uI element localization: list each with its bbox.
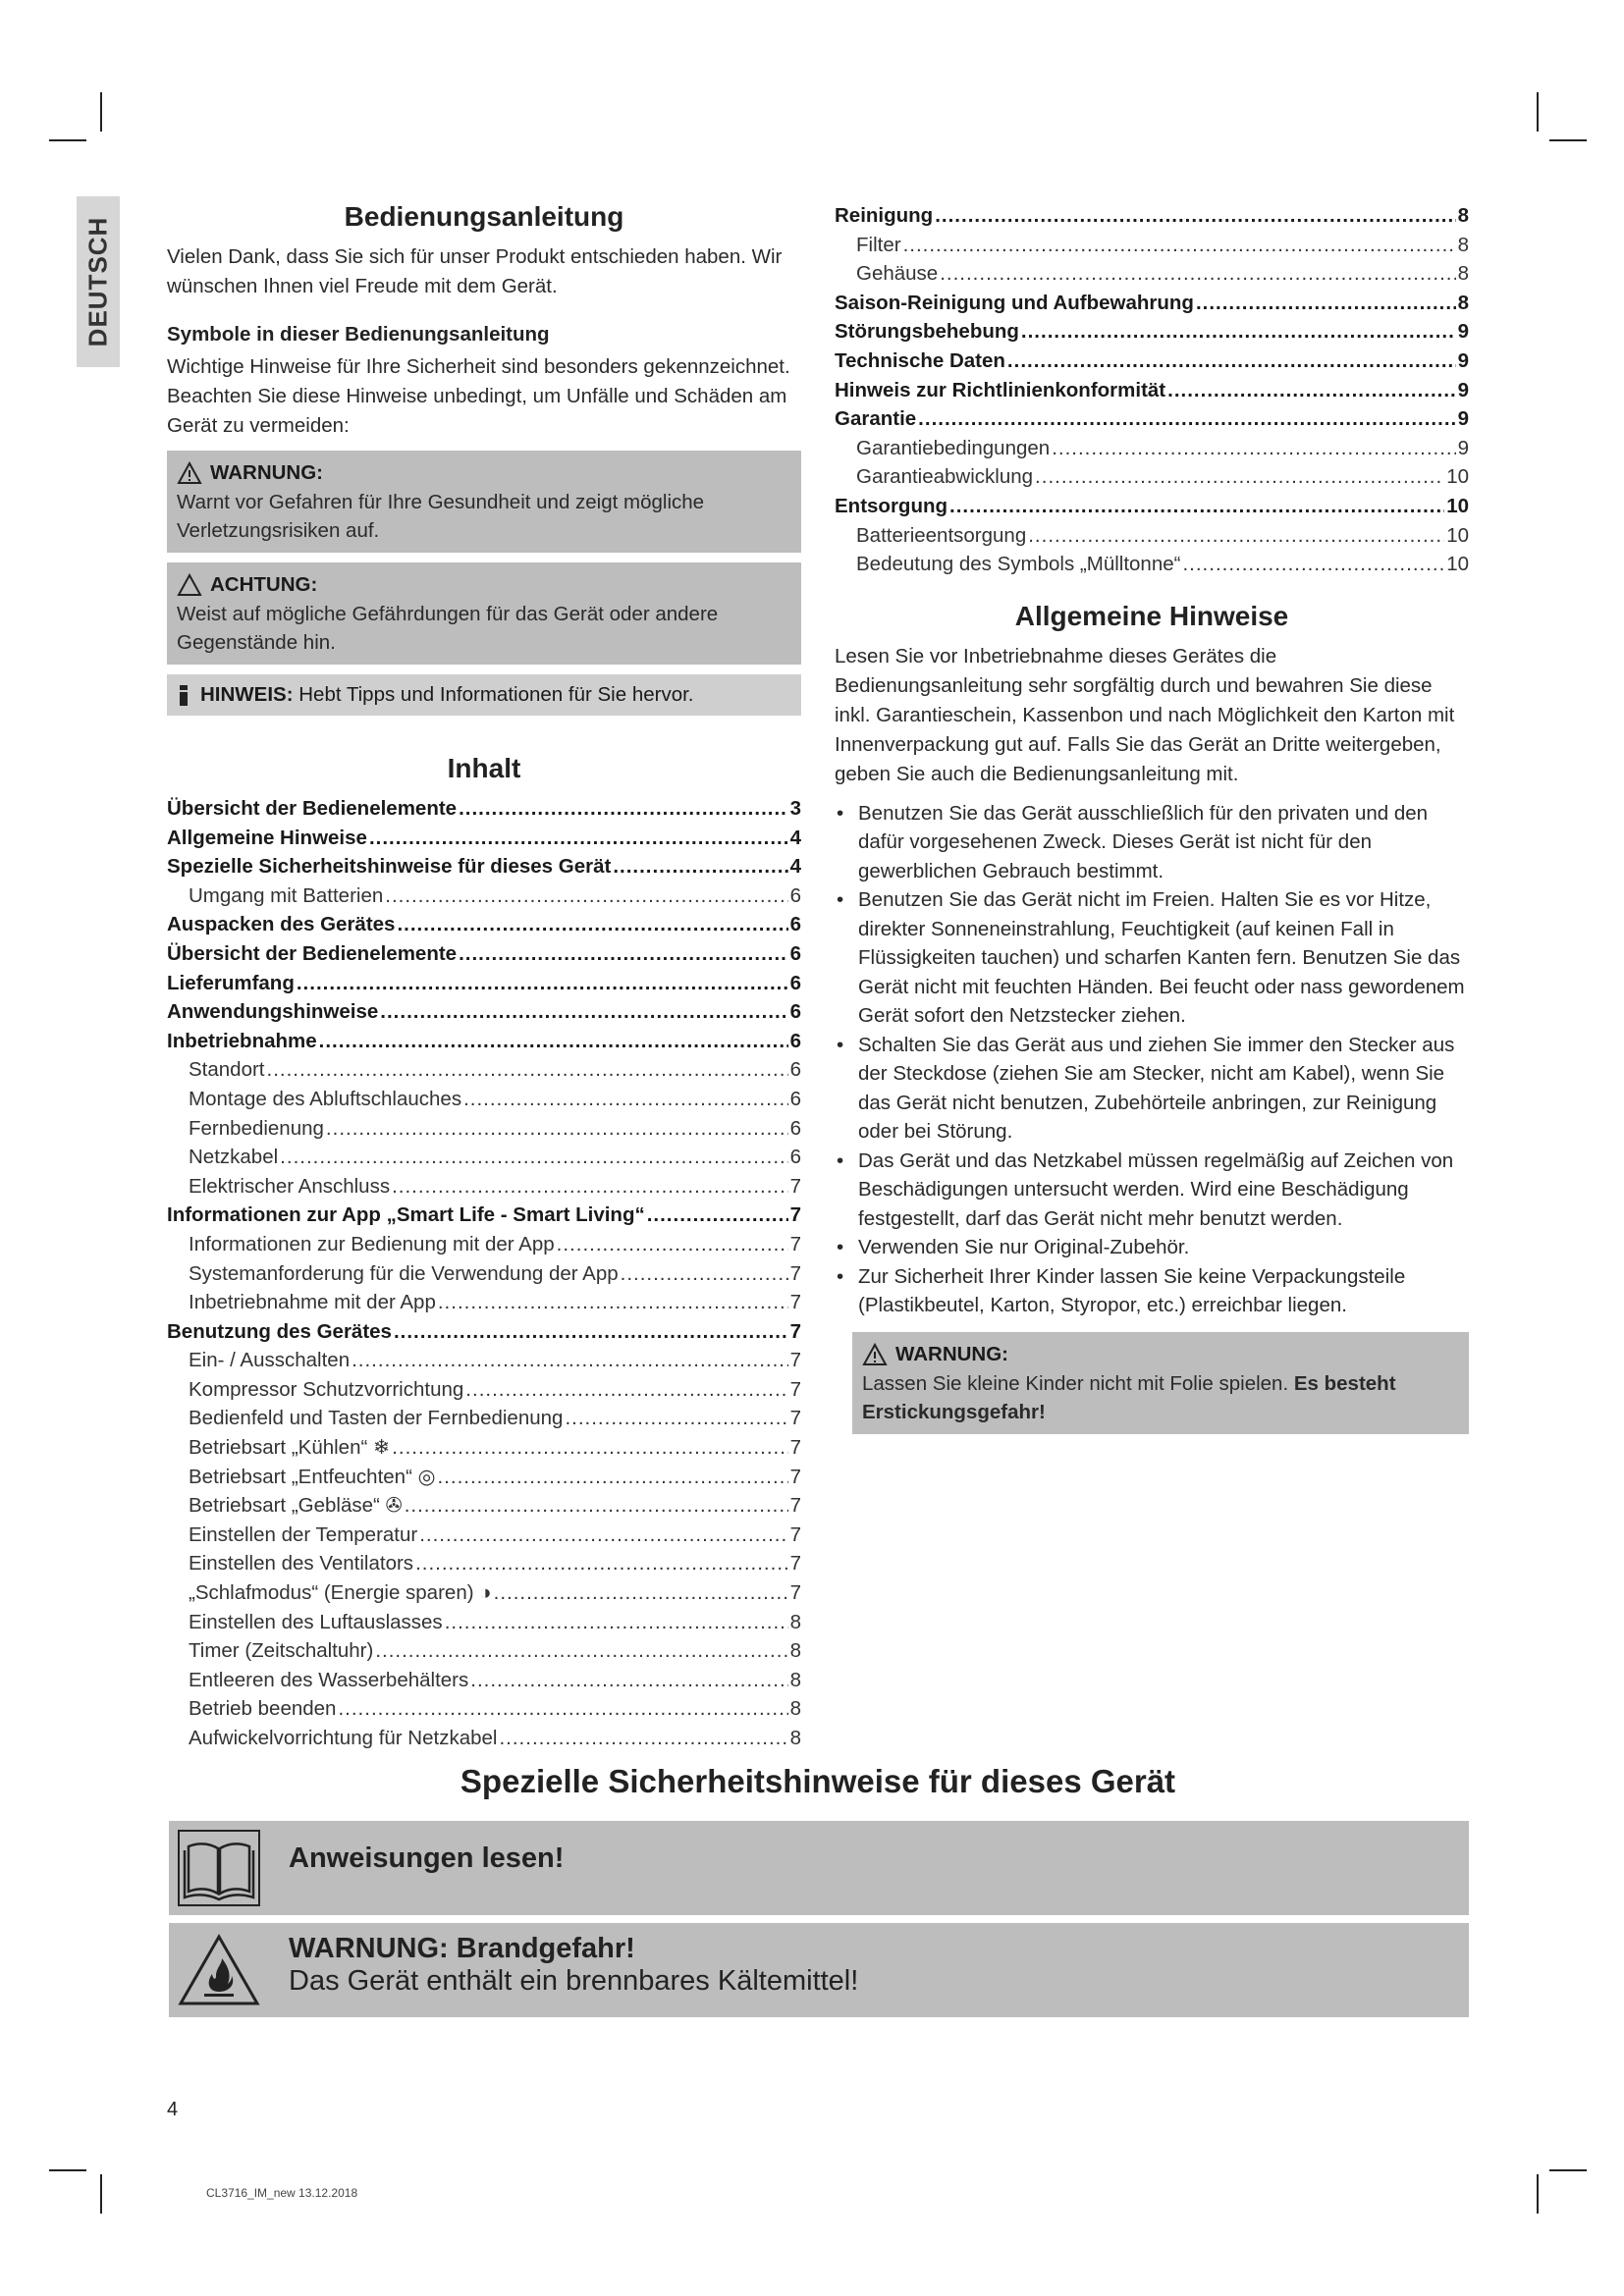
crop-mark <box>1537 92 1539 132</box>
toc-entry-page: 6 <box>789 971 801 994</box>
toc-entry <box>167 1724 801 1753</box>
toc-entry-title: Anwendungshinweise <box>167 1000 379 1024</box>
toc-leader-dots <box>415 1549 788 1578</box>
toc-entry-title: Übersicht der Bedienelemente <box>167 941 458 965</box>
toc-entry-title: Entsorgung <box>835 494 948 517</box>
toc-entry-page: 10 <box>1446 494 1469 517</box>
toc-leader-dots <box>557 1230 788 1259</box>
toc-entry <box>835 231 1469 260</box>
toc-leader-dots <box>1007 347 1456 376</box>
toc-leader-dots <box>613 852 787 881</box>
toc-entry-page: 8 <box>789 1610 801 1633</box>
toc-entry <box>167 1375 801 1405</box>
toc-entry <box>167 1694 801 1724</box>
page-number: 4 <box>167 2099 179 2120</box>
general-intro: Lesen Sie vor Inbetriebnahme dieses Gerätes die Bedienungsanleitung sehr sorgfältig durch und bewahren Sie diese inkl. Garantieschein, Kassenbon und nach Möglichkeit den Karton mit Innenverpackung gut auf. Falls Sie das Gerät an Dritte weitergeben, geben Sie auch die Bedienungsanleitung mit. <box>835 644 1455 785</box>
toc-entry <box>167 1549 801 1578</box>
toc-leader-dots <box>1052 434 1455 463</box>
toc-entry-page: 10 <box>1446 553 1469 576</box>
toc-left-list <box>167 794 801 1753</box>
toc-entry-title: Bedeutung des Symbols „Mülltonne“ <box>856 553 1181 576</box>
crop-mark <box>100 2174 102 2214</box>
toc-leader-dots <box>297 969 788 998</box>
child-warning-box <box>852 1332 1469 1434</box>
toc-entry-page: 7 <box>789 1319 801 1343</box>
toc-entry <box>835 404 1469 434</box>
toc-entry-page: 8 <box>1457 233 1469 256</box>
crop-mark <box>100 92 102 132</box>
toc-entry-title: Garantieabwicklung <box>856 465 1034 489</box>
symbols-heading: Symbole in dieser Bedienungsanleitung <box>167 323 550 346</box>
toc-leader-dots <box>369 824 788 853</box>
warning-triangle-icon <box>862 1343 888 1366</box>
toc-entry-page: 7 <box>789 1436 801 1460</box>
safety-title: Spezielle Sicherheitshinweise für dieses Gerät <box>460 1763 1176 1799</box>
toc-entry <box>167 1055 801 1085</box>
toc-entry-title: Netzkabel <box>189 1146 279 1169</box>
toc-entry-title: Inbetriebnahme mit der App <box>189 1291 436 1314</box>
toc-entry <box>167 1288 801 1317</box>
toc-entry <box>167 910 801 939</box>
toc-entry <box>835 347 1469 376</box>
toc-leader-dots <box>918 404 1455 434</box>
toc-entry-page: 8 <box>789 1668 801 1691</box>
toc-entry-title: Ein- / Ausschalten <box>189 1349 351 1372</box>
toc-entry-page: 8 <box>1457 291 1469 314</box>
toc-entry-page: 8 <box>789 1697 801 1721</box>
toc-entry-title: Garantiebedingungen <box>856 436 1051 459</box>
toc-right-list <box>835 201 1469 579</box>
bullet-item: • Verwenden Sie nur Original-Zubehör. <box>835 1233 1469 1262</box>
general-title: Allgemeine Hinweise <box>1014 600 1289 631</box>
toc-entry <box>835 376 1469 405</box>
bullet-item: • Das Gerät und das Netzkabel müssen regelmäßig auf Zeichen von Beschädigungen untersucht werden. Wird eine Beschädigung festgestellt, darf das Gerät nicht mehr benutzt werden. <box>835 1147 1469 1234</box>
toc-entry <box>835 201 1469 231</box>
toc-leader-dots <box>1167 376 1455 405</box>
toc-entry-page: 7 <box>789 1203 801 1227</box>
toc-leader-dots <box>940 259 1455 289</box>
intro-text: Vielen Dank, dass Sie sich für unser Produkt entschieden haben. Wir wünschen Ihnen viel Freude mit dem Gerät. <box>167 245 783 297</box>
toc-entry-page: 7 <box>789 1377 801 1401</box>
toc-entry-page: 8 <box>1457 262 1469 286</box>
toc-leader-dots <box>438 1288 788 1317</box>
toc-entry-title: Betriebsart „Gebläse“ ✇ <box>189 1494 403 1518</box>
book-icon <box>177 1829 261 1907</box>
toc-entry-page: 7 <box>789 1232 801 1255</box>
toc-entry-title: Betrieb beenden <box>189 1697 337 1721</box>
toc-leader-dots <box>385 881 787 911</box>
toc-entry-page: 4 <box>789 826 801 849</box>
toc-entry-title: Technische Daten <box>835 348 1005 372</box>
toc-entry-title: Systemanforderung für die Verwendung der App <box>189 1261 619 1285</box>
toc-leader-dots <box>1035 462 1444 492</box>
toc-entry <box>167 1578 801 1608</box>
fire-warning-text: Das Gerät enthält ein brennbares Kältemittel! <box>289 1965 859 1997</box>
toc-entry-page: 6 <box>789 941 801 965</box>
toc-entry-title: Elektrischer Anschluss <box>189 1174 391 1198</box>
toc-entry-title: Aufwickelvorrichtung für Netzkabel <box>189 1727 498 1749</box>
toc-entry-title: Filter <box>856 233 901 256</box>
toc-entry <box>167 1317 801 1347</box>
toc-entry <box>835 317 1469 347</box>
toc-entry-page: 7 <box>789 1349 801 1372</box>
caution-label: ACHTUNG: <box>210 573 318 596</box>
toc-leader-dots <box>1028 521 1444 551</box>
left-column <box>167 201 801 1753</box>
toc-entry-title: Batterieentsorgung <box>856 523 1027 547</box>
toc-entry-page: 10 <box>1446 465 1469 489</box>
toc-entry-title: Betriebsart „Kühlen“ ❄ <box>189 1436 391 1460</box>
toc-title: Inhalt <box>447 753 521 783</box>
toc-leader-dots <box>375 1636 787 1666</box>
toc-entry-page: 6 <box>789 1146 801 1169</box>
general-bullets <box>835 799 1469 1320</box>
toc-entry-page: 6 <box>789 883 801 907</box>
warning-text: Warnt vor Gefahren für Ihre Gesundheit und zeigt mögliche Verletzungsrisiken auf. <box>177 491 705 542</box>
toc-leader-dots <box>565 1404 787 1433</box>
toc-entry-title: Standort <box>189 1058 265 1082</box>
toc-leader-dots <box>352 1346 788 1375</box>
toc-leader-dots <box>392 1433 787 1463</box>
toc-entry-page: 8 <box>789 1639 801 1663</box>
toc-entry <box>167 1608 801 1637</box>
toc-entry-title: Entleeren des Wasserbehälters <box>189 1668 469 1691</box>
toc-entry <box>167 1666 801 1695</box>
warning-box <box>167 451 801 553</box>
toc-entry <box>167 1259 801 1289</box>
toc-entry-title: Montage des Abluftschlauches <box>189 1087 462 1110</box>
warning-label: WARNUNG: <box>210 461 324 484</box>
toc-entry <box>167 794 801 824</box>
toc-entry <box>835 289 1469 318</box>
toc-entry-title: Bedienfeld und Tasten der Fernbedienung <box>189 1407 564 1430</box>
toc-entry <box>835 521 1469 551</box>
toc-entry <box>167 1230 801 1259</box>
toc-leader-dots <box>470 1666 787 1695</box>
toc-leader-dots <box>459 939 788 969</box>
toc-entry <box>167 824 801 853</box>
toc-entry-page: 9 <box>1457 407 1469 431</box>
fire-warning-label-bold: WARNUNG <box>289 1933 440 1964</box>
toc-entry-page: 9 <box>1457 348 1469 372</box>
toc-entry <box>167 1114 801 1144</box>
crop-mark <box>49 139 86 141</box>
toc-leader-dots <box>1021 317 1456 347</box>
language-tab-label: DEUTSCH <box>82 216 113 347</box>
flammable-icon <box>177 1931 261 2009</box>
toc-entry-page: 7 <box>789 1407 801 1430</box>
toc-entry <box>167 969 801 998</box>
toc-entry <box>167 1404 801 1433</box>
toc-entry-page: 7 <box>789 1522 801 1546</box>
toc-entry-page: 7 <box>789 1465 801 1488</box>
toc-entry <box>835 434 1469 463</box>
toc-leader-dots <box>494 1578 788 1608</box>
toc-entry-title: Reinigung <box>835 204 934 227</box>
toc-entry-title: Einstellen des Ventilators <box>189 1552 414 1575</box>
toc-leader-dots <box>935 201 1455 231</box>
toc-entry-page: 9 <box>1457 436 1469 459</box>
toc-entry-title: Saison-Reinigung und Aufbewahrung <box>835 291 1194 314</box>
crop-mark <box>1537 2174 1539 2214</box>
warning-triangle-icon <box>177 461 202 485</box>
toc-leader-dots <box>459 794 788 824</box>
toc-entry <box>167 881 801 911</box>
toc-leader-dots <box>465 1375 787 1405</box>
bullet-item: • Zur Sicherheit Ihrer Kinder lassen Sie keine Verpackungsteile (Plastikbeutel, Karton, Styropor, etc.) erreichbar liegen. <box>835 1262 1469 1320</box>
toc-entry-title: Umgang mit Batterien <box>189 883 384 907</box>
toc-entry-page: 7 <box>789 1261 801 1285</box>
toc-entry-title: Auspacken des Gerätes <box>167 913 396 936</box>
toc-entry-page: 8 <box>789 1727 801 1749</box>
toc-entry <box>167 1636 801 1666</box>
bullet-item: • Benutzen Sie das Gerät nicht im Freien. Halten Sie es vor Hitze, direkter Sonneneinstrahlung, Feuchtigkeit (auf keinen Fall in Flüssigkeiten tauchen) und scharfen Kanten fern. Benutzen Sie das Gerät nicht mit feuchten Händen. Bei feucht oder nass gewordenem Gerät sofort den Netzstecker ziehen. <box>835 885 1469 1031</box>
toc-leader-dots <box>437 1463 787 1492</box>
toc-entry-title: Fernbedienung <box>189 1116 324 1140</box>
right-column <box>835 201 1469 1434</box>
toc-entry <box>167 1085 801 1114</box>
toc-entry-title: Störungsbehebung <box>835 320 1019 344</box>
symbols-text: Wichtige Hinweise für Ihre Sicherheit sind besonders gekennzeichnet. Beachten Sie diese Hinweise unbedingt, um Unfälle und Schäden am Gerät zu vermeiden: <box>167 355 790 437</box>
toc-entry-page: 10 <box>1446 523 1469 547</box>
toc-entry-page: 8 <box>1457 204 1469 227</box>
toc-entry <box>167 1027 801 1056</box>
caution-text: Weist auf mögliche Gefährdungen für das Gerät oder andere Gegenstände hin. <box>177 603 719 654</box>
toc-entry-title: Garantie <box>835 407 917 431</box>
toc-entry <box>167 1143 801 1172</box>
language-tab <box>77 196 120 367</box>
toc-entry-title: Allgemeine Hinweise <box>167 826 367 849</box>
toc-entry-title: Lieferumfang <box>167 971 295 994</box>
toc-entry-page: 3 <box>789 797 801 820</box>
toc-entry-page: 9 <box>1457 320 1469 344</box>
toc-leader-dots <box>1182 550 1444 579</box>
toc-leader-dots <box>419 1521 787 1550</box>
note-text: Hebt Tipps und Informationen für Sie hervor. <box>298 683 694 706</box>
crop-mark <box>1549 139 1587 141</box>
toc-entry-title: Informationen zur App „Smart Life - Smart Living“ <box>167 1203 645 1227</box>
toc-entry-page: 6 <box>789 1087 801 1110</box>
toc-leader-dots <box>1196 289 1456 318</box>
toc-entry-page: 4 <box>789 855 801 879</box>
toc-entry <box>167 852 801 881</box>
toc-entry-title: Hinweis zur Richtlinienkonformität <box>835 378 1166 401</box>
fire-warning-band <box>169 1923 1469 2017</box>
footer-file-info: CL3716_IM_new 13.12.2018 <box>206 2186 358 2200</box>
child-warning-label: WARNUNG: <box>895 1342 1009 1365</box>
toc-leader-dots <box>394 1317 788 1347</box>
toc-entry-title: Gehäuse <box>856 262 939 286</box>
read-instructions-band <box>169 1821 1469 1915</box>
toc-entry-page: 7 <box>789 1494 801 1518</box>
toc-leader-dots <box>319 1027 788 1056</box>
toc-leader-dots <box>280 1143 787 1172</box>
toc-entry-page: 7 <box>789 1291 801 1314</box>
child-warning-bold: Es besteht Erstickungsgefahr! <box>862 1371 1396 1423</box>
read-instructions-label: Anweisungen lesen! <box>289 1842 565 1874</box>
toc-entry-page: 7 <box>789 1552 801 1575</box>
fire-warning-label-rest: : Brandgefahr! <box>439 1933 635 1964</box>
toc-entry <box>167 1491 801 1521</box>
toc-entry-page: 7 <box>789 1581 801 1605</box>
caution-triangle-icon <box>177 573 202 597</box>
toc-entry-page: 7 <box>789 1174 801 1198</box>
toc-entry <box>835 259 1469 289</box>
toc-entry <box>167 1346 801 1375</box>
toc-entry-title: Inbetriebnahme <box>167 1029 317 1052</box>
manual-title: Bedienungsanleitung <box>344 201 624 232</box>
toc-entry-title: Informationen zur Bedienung mit der App <box>189 1232 555 1255</box>
toc-leader-dots <box>405 1491 788 1521</box>
toc-entry-title: Kompressor Schutzvorrichtung <box>189 1377 464 1401</box>
toc-leader-dots <box>267 1055 788 1085</box>
toc-entry <box>167 1433 801 1463</box>
toc-leader-dots <box>445 1608 788 1637</box>
toc-leader-dots <box>647 1201 788 1230</box>
toc-entry <box>167 997 801 1027</box>
toc-entry-title: Einstellen des Luftauslasses <box>189 1610 443 1633</box>
toc-leader-dots <box>949 492 1444 521</box>
info-icon <box>177 683 190 707</box>
toc-entry-title: Betriebsart „Entfeuchten“ ◎ <box>189 1465 436 1488</box>
toc-leader-dots <box>326 1114 788 1144</box>
toc-entry <box>835 462 1469 492</box>
toc-entry-page: 6 <box>789 1029 801 1052</box>
toc-entry-title: Einstellen der Temperatur <box>189 1522 418 1546</box>
note-label: HINWEIS: <box>200 683 294 706</box>
toc-entry <box>167 1172 801 1201</box>
crop-mark <box>49 2169 86 2171</box>
crop-mark <box>1549 2169 1587 2171</box>
toc-entry-title: „Schlafmodus“ (Energie sparen) ◑ <box>189 1581 492 1605</box>
toc-entry <box>167 939 801 969</box>
child-warning-text: Lassen Sie kleine Kinder nicht mit Folie spielen. <box>862 1371 1289 1395</box>
toc-entry <box>167 1521 801 1550</box>
note-box <box>167 674 801 716</box>
toc-entry <box>835 492 1469 521</box>
toc-leader-dots <box>397 910 787 939</box>
toc-entry-page: 6 <box>789 1116 801 1140</box>
toc-entry-title: Timer (Zeitschaltuhr) <box>189 1639 374 1663</box>
toc-entry-title: Übersicht der Bedienelemente <box>167 797 458 820</box>
toc-entry-page: 6 <box>789 1000 801 1024</box>
toc-entry <box>167 1201 801 1230</box>
toc-leader-dots <box>338 1694 787 1724</box>
toc-entry-title: Benutzung des Gerätes <box>167 1319 392 1343</box>
toc-leader-dots <box>499 1724 787 1753</box>
toc-entry <box>835 550 1469 579</box>
toc-entry-page: 6 <box>789 913 801 936</box>
toc-leader-dots <box>380 997 787 1027</box>
toc-leader-dots <box>463 1085 788 1114</box>
toc-leader-dots <box>621 1259 788 1289</box>
bullet-item: • Schalten Sie das Gerät aus und ziehen Sie immer den Stecker aus der Steckdose (ziehen Sie am Stecker, nicht am Kabel), wenn Sie das Gerät nicht benutzen, Zubehörteile anbringen, zur Reinigung oder bei Störung. <box>835 1031 1469 1147</box>
toc-leader-dots <box>903 231 1456 260</box>
caution-box <box>167 562 801 665</box>
toc-entry <box>167 1463 801 1492</box>
bullet-item: • Benutzen Sie das Gerät ausschließlich für den privaten und den dafür vorgesehenen Zweck. Dieses Gerät ist nicht für den gewerblichen Gebrauch bestimmt. <box>835 799 1469 886</box>
toc-entry-page: 9 <box>1457 378 1469 401</box>
toc-entry-page: 6 <box>789 1058 801 1082</box>
toc-leader-dots <box>392 1172 788 1201</box>
toc-entry-title: Spezielle Sicherheitshinweise für dieses Gerät <box>167 855 612 879</box>
